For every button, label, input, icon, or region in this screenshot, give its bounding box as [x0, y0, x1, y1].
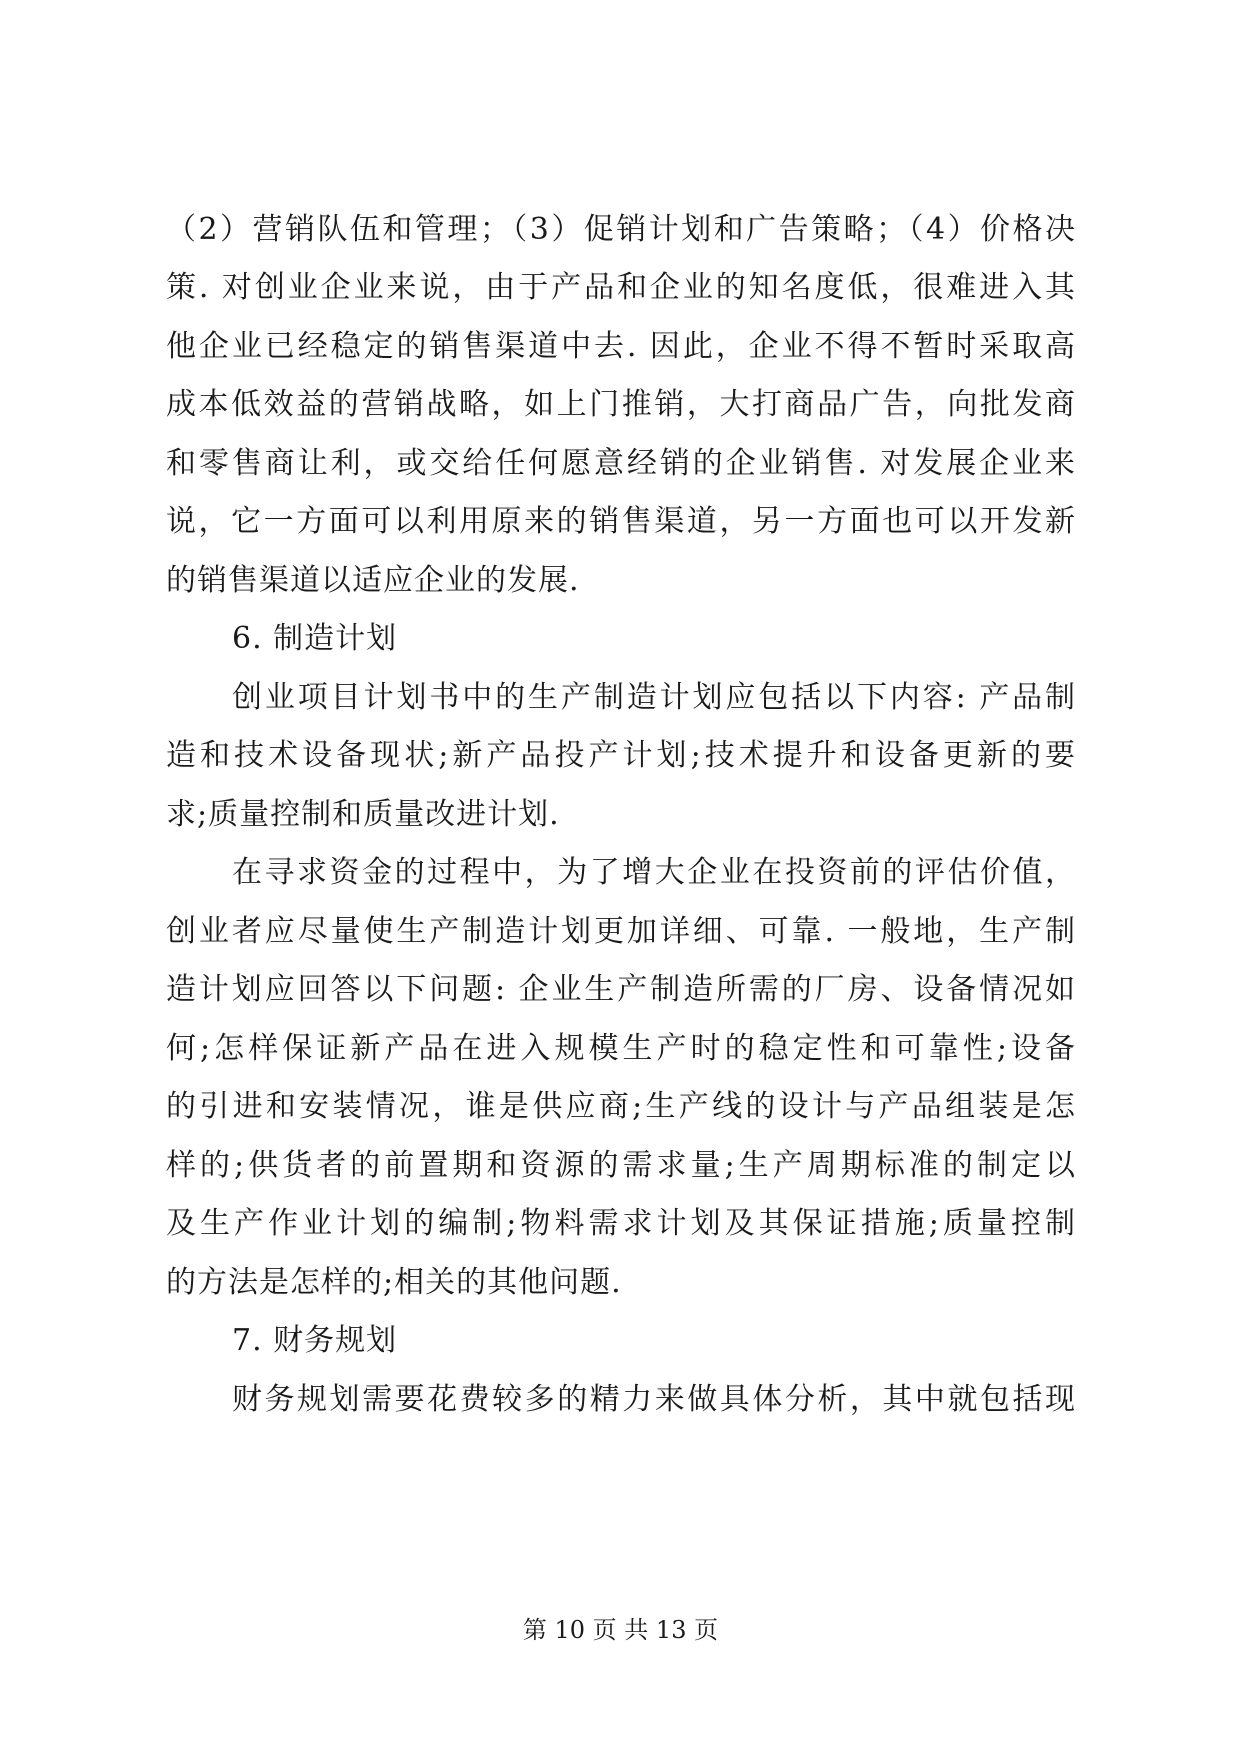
section-heading: 6. 制造计划	[232, 621, 398, 656]
text-line: 造计划应回答以下问题: 企业生产制造所需的厂房、设备情况如	[166, 972, 1076, 1007]
text-line: 及生产作业计划的编制;物料需求计划及其保证措施;质量控制	[166, 1206, 1076, 1241]
text-line: 样的;供货者的前置期和资源的需求量;生产周期标准的制定以	[166, 1148, 1076, 1183]
text-line: 在寻求资金的过程中，为了增大企业在投资前的评估价值，	[232, 855, 1076, 890]
text-line: 的方法是怎样的;相关的其他问题.	[166, 1265, 622, 1300]
text-line: 求;质量控制和质量改进计划.	[166, 797, 560, 832]
text-line: 造和技术设备现状;新产品投产计划;技术提升和设备更新的要	[166, 738, 1076, 773]
text-line: （2）营销队伍和管理；（3）促销计划和广告策略；（4）价格决	[166, 212, 1076, 247]
text-line: 的销售渠道以适应企业的发展.	[166, 563, 580, 598]
text-line: 成本低效益的营销战略，如上门推销，大打商品广告，向批发商	[166, 387, 1076, 422]
page-number: 第 10 页 共 13 页	[522, 1616, 719, 1644]
text-line: 财务规划需要花费较多的精力来做具体分析，其中就包括现	[232, 1382, 1076, 1417]
text-line: 何;怎样保证新产品在进入规模生产时的稳定性和可靠性;设备	[166, 1031, 1076, 1066]
text-line: 的引进和安装情况，谁是供应商;生产线的设计与产品组装是怎	[166, 1089, 1076, 1124]
text-line: 和零售商让利，或交给任何愿意经销的企业销售. 对发展企业来	[166, 446, 1076, 481]
text-line: 创业者应尽量使生产制造计划更加详细、可靠. 一般地，生产制	[166, 914, 1076, 949]
text-line: 策. 对创业企业来说，由于产品和企业的知名度低，很难进入其	[166, 270, 1076, 305]
text-line: 说，它一方面可以利用原来的销售渠道，另一方面也可以开发新	[166, 504, 1076, 539]
section-heading: 7. 财务规划	[232, 1323, 398, 1358]
text-line: 他企业已经稳定的销售渠道中去. 因此，企业不得不暂时采取高	[166, 329, 1076, 364]
text-line: 创业项目计划书中的生产制造计划应包括以下内容: 产品制	[232, 680, 1076, 715]
